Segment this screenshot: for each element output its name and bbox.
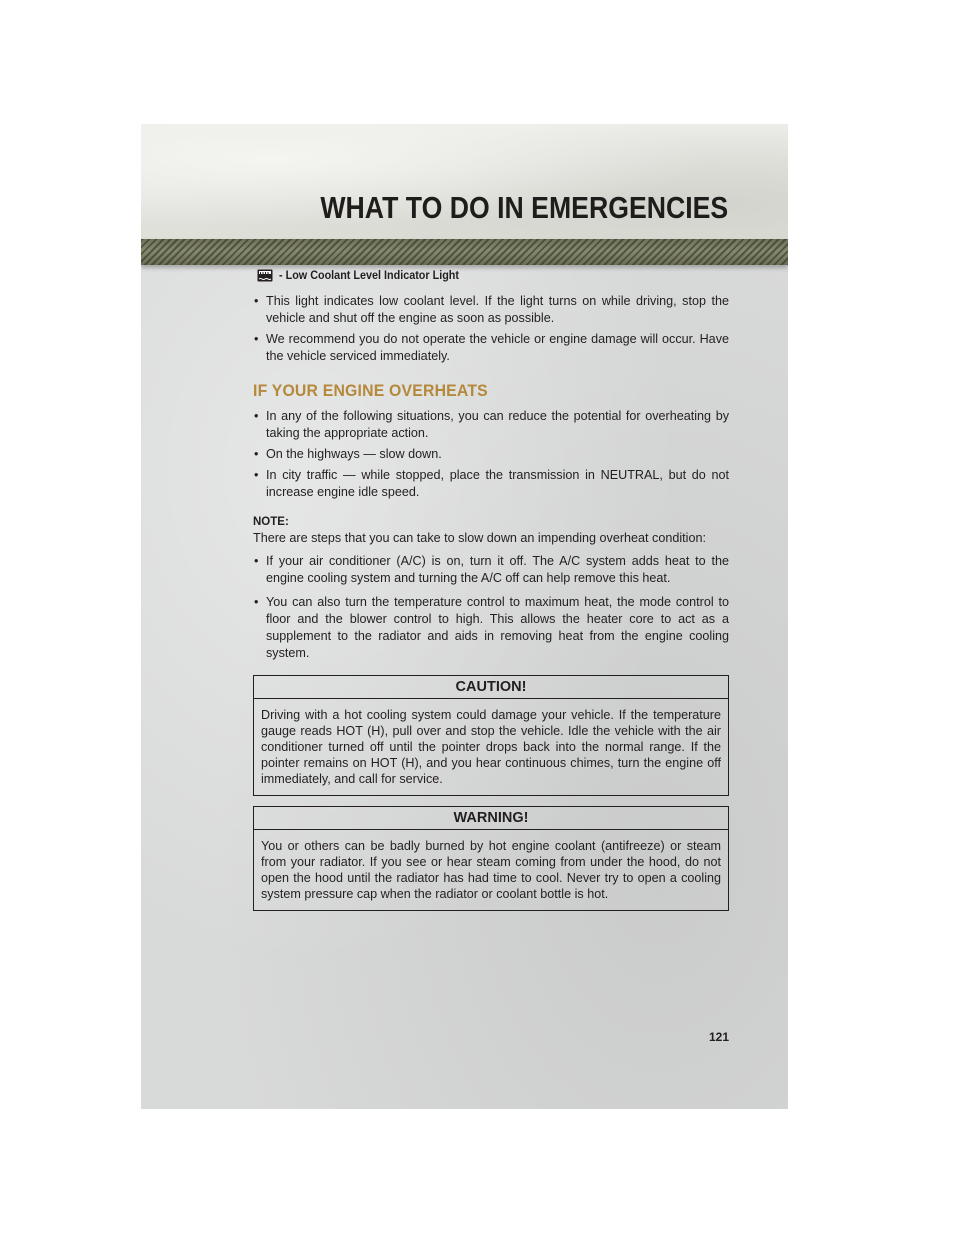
list-item: • This light indicates low coolant level. If the light turns on while driving, stop the vehicle and shut off the engine as soon as possible. <box>253 293 729 327</box>
warning-body: You or others can be badly burned by hot engine coolant (antifreeze) or steam from your radiator. If you see or hear steam coming from under the hood, do not open the hood until the radiator has had time to cool. Never try to open a cooling system pressure cap when the radiator or coolant bottle is hot. <box>261 839 721 901</box>
indicator-heading <box>257 267 729 284</box>
note-bullets <box>253 553 729 662</box>
caution-title: CAUTION! <box>254 676 728 699</box>
indicator-label: - Low Coolant Level Indicator Light <box>279 268 459 282</box>
list-item: • In any of the following situations, you can reduce the potential for overheating by taking the appropriate action. <box>253 408 729 442</box>
overheat-bullets <box>253 408 729 501</box>
list-item: • In city traffic — while stopped, place the transmission in NEUTRAL, but do not increase engine idle speed. <box>253 467 729 501</box>
indicator-bullets <box>253 293 729 365</box>
caution-body: Driving with a hot cooling system could damage your vehicle. If the temperature gauge reads HOT (H), pull over and stop the vehicle. Idle the vehicle with the air conditioner turned off until the pointer drops back into the normal range. If the pointer remains on HOT (H), and you hear continuous chimes, turn the engine off immediately, and call for service. <box>261 708 721 786</box>
caution-box <box>253 675 729 796</box>
header-banner <box>141 124 788 239</box>
page-number: 121 <box>708 1030 729 1044</box>
header-stripe <box>141 239 788 265</box>
note-text: There are steps that you can take to slow down an impending overheat condition: <box>253 531 706 545</box>
list-item: • If your air conditioner (A/C) is on, turn it off. The A/C system adds heat to the engine cooling system and turning the A/C off can help remove this heat. <box>253 553 729 587</box>
list-item: • You can also turn the temperature control to maximum heat, the mode control to floor and the blower control to high. This allows the heater core to act as a supplement to the radiator and aids in removing heat from the engine cooling system. <box>253 594 729 662</box>
list-item: • We recommend you do not operate the vehicle or engine damage will occur. Have the vehicle serviced immediately. <box>253 331 729 365</box>
page-content <box>253 267 729 911</box>
manual-page <box>141 124 788 1109</box>
warning-box <box>253 806 729 911</box>
section-heading-overheats: IF YOUR ENGINE OVERHEATS <box>253 381 488 400</box>
warning-title: WARNING! <box>254 807 728 830</box>
coolant-level-icon <box>257 269 273 282</box>
note-label: NOTE: <box>253 516 289 528</box>
list-item: • On the highways — slow down. <box>253 446 729 463</box>
page-title: WHAT TO DO IN EMERGENCIES <box>320 190 728 225</box>
